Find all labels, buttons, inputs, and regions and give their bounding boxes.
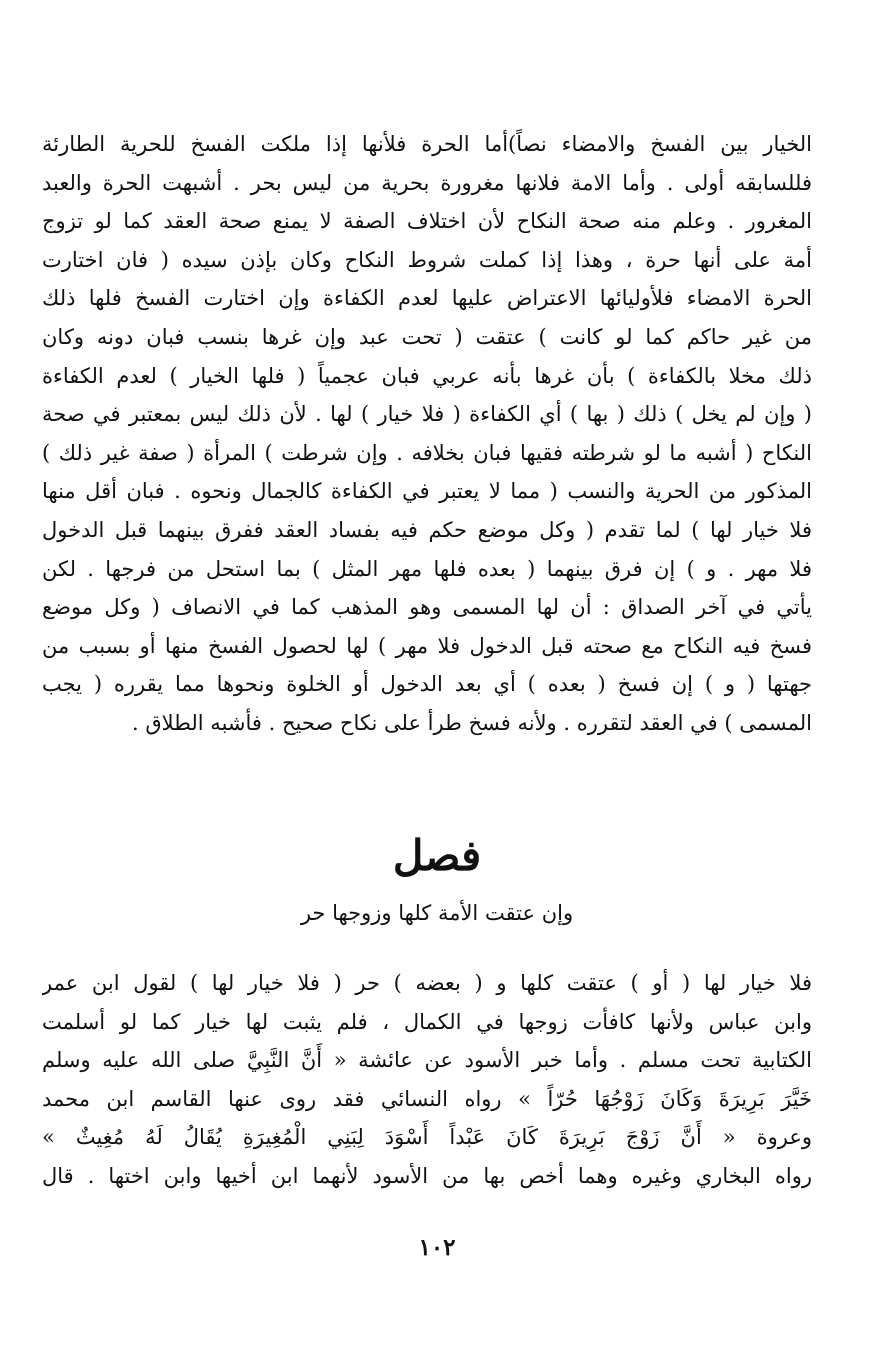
- text-line: المسمى ) في العقد لتقرره . ولأنه فسخ طرأ على نكاح صحيح . فأشبه الطلاق .: [132, 710, 812, 735]
- text-line: ذلك مخلا بالكفاءة ) بأن غرها بأنه عربي فبان عجمياً ( فلها الخيار ) لعدم الكفاءة: [42, 363, 812, 388]
- text-line: جهتها ( و ) إن فسخ ( بعده ) أي بعد الدخول أو الخلوة ونحوها مما يقرره ( يجب: [42, 672, 812, 697]
- text-line: من غير حاكم كما لو كانت ) عتقت ( تحت عبد وإن غرها بنسب فبان دونه وكان: [42, 324, 812, 349]
- text-line: وعروة « أَنَّ زَوْجَ بَرِيرَةَ كَانَ عَبْداً أَسْوَدَ لِبَنِي الْمُغِيرَةِ يُقَالُ لَهُ مُغِيثٌ »: [42, 1125, 812, 1150]
- text-line: أمة على أنها حرة ، وهذا إذا كملت شروط النكاح وكان بإذن سيده ( فان اختارت: [42, 247, 812, 272]
- text-line: فلا مهر . و ) إن فرق بينهما ( بعده فلها مهر المثل ) بما استحل من فرجها . لكن: [42, 556, 812, 581]
- text-line: الكتابية تحت مسلم . وأما خبر الأسود عن عائشة « أَنَّ النَّبِيَّ صلى الله عليه وسلم: [42, 1048, 812, 1073]
- text-line: المغرور . وعلم منه صحة النكاح لأن اختلاف الصفة لا يمنع صحة العقد كما لو تزوج: [42, 209, 812, 234]
- text-line: يأتي في آخر الصداق : أن لها المسمى وهو المذهب كما في الانصاف ( وكل موضع: [42, 595, 812, 620]
- text-line: خَيَّرَ بَرِيرَةَ وَكَانَ زَوْجُهَا حُرّاً » رواه النسائي فقد روى عنها القاسم ابن محمد: [42, 1086, 812, 1111]
- text-line: الخيار بين الفسخ والامضاء نصاً)أما الحرة فلأنها إذا ملكت الفسخ للحرية الطارئة: [42, 132, 812, 156]
- text-line: فلا خيار لها ) لما تقدم ( وكل موضع حكم فيه بفساد العقد ففرق بينهما قبل الدخول: [42, 517, 812, 542]
- section-subtitle: وإن عتقت الأمة كلها وزوجها حر: [300, 901, 574, 925]
- text-line: فللسابقه أولى . وأما الامة فلانها مغرورة بحرية من ليس بحر . أشبهت الحرة والعبد: [42, 170, 812, 195]
- text-line: ( وإن لم يخل ) ذلك ( بها ) أي الكفاءة ( فلا خيار ) لها . لأن ذلك ليس بمعتبر في صحة: [42, 402, 812, 427]
- text-line: النكاح ( أشبه ما لو شرطته فقيها فبان بخلافه . وإن شرطت ) المرأة ( صفة غير ذلك ): [42, 440, 812, 465]
- text-line: المذكور من الحرية والنسب ( مما لا يعتبر في الكفاءة كالجمال ونحوه . فبان أقل منها: [42, 479, 812, 504]
- text-line: فلا خيار لها ( أو ) عتقت كلها و ( بعضه ) حر ( فلا خيار لها ) لقول ابن عمر: [42, 971, 812, 995]
- text-line: فسخ فيه النكاح مع صحته قبل الدخول فلا مهر ) لها لحصول الفسخ منها أو بسبب من: [42, 633, 812, 658]
- section-title: فصل: [392, 831, 482, 880]
- page-number: ١٠٢: [418, 1234, 456, 1261]
- paragraph-1: [42, 125, 812, 743]
- text-line: الحرة الامضاء فلأوليائها الاعتراض عليها لعدم الكفاءة وإن اختارت الفسخ فلها ذلك: [42, 286, 812, 311]
- text-line: وابن عباس ولأنها كافأت زوجها في الكمال ، فلم يثبت لها خيار كما لو أسلمت: [42, 1009, 812, 1034]
- text-line: رواه البخاري وغيره وهما أخص بها من الأسود لأنهما ابن أخيها وابن اختها . قال: [42, 1163, 812, 1188]
- paragraph-2: [42, 964, 812, 1196]
